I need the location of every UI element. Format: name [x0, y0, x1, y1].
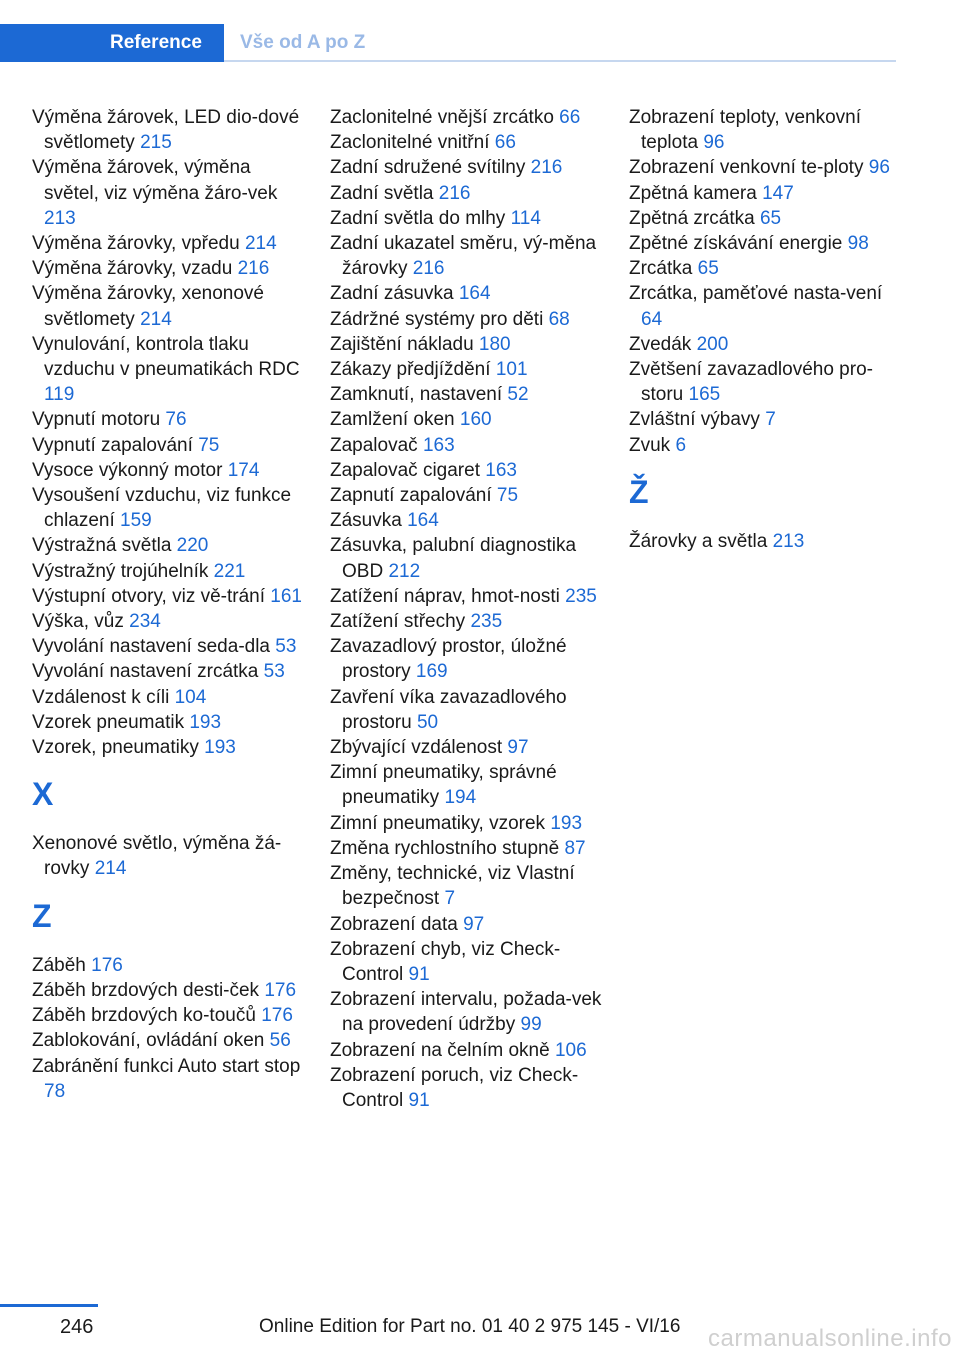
index-page-link[interactable]: 53: [275, 636, 297, 658]
index-entry: [32, 458, 302, 483]
index-page-link[interactable]: 234: [129, 611, 161, 633]
index-page-link[interactable]: 98: [847, 233, 869, 255]
index-entry-text: Vysoušení vzduchu, viz funkce chlazení: [32, 485, 292, 532]
watermark: carmanualsonline.info: [708, 1325, 952, 1352]
index-entry: [330, 332, 605, 357]
index-page-link[interactable]: 200: [696, 333, 729, 355]
index-page-link[interactable]: 104: [174, 686, 207, 708]
index-entry-text: Zvuk: [629, 434, 676, 456]
index-page-link[interactable]: 193: [189, 711, 222, 733]
index-entry: [330, 685, 605, 735]
index-page-link[interactable]: 119: [44, 384, 75, 406]
index-entry: [330, 1063, 605, 1113]
index-page-link[interactable]: 101: [495, 359, 528, 381]
index-entry: [330, 508, 605, 533]
index-page-link[interactable]: 91: [408, 1089, 430, 1111]
index-page-link[interactable]: 176: [261, 1005, 293, 1027]
index-entry: [330, 458, 605, 483]
index-entry: [330, 861, 605, 911]
index-entry-text: Výška, vůz: [32, 611, 130, 633]
index-page-link[interactable]: 65: [759, 207, 782, 229]
index-entry-text: Vysoce výkonný motor: [32, 459, 228, 481]
index-entry: [32, 609, 302, 634]
index-page-link[interactable]: 220: [176, 535, 209, 557]
footer-accent-line: [0, 1304, 98, 1307]
index-page-link[interactable]: 214: [244, 233, 277, 255]
index-entry-text: Vypnutí zapalování: [32, 434, 199, 456]
index-entry-text: Vynulování, kontrola tlaku vzduchu v pneumatikách RDC: [32, 333, 300, 381]
index-entry: [330, 760, 605, 810]
index-page-link[interactable]: 163: [422, 434, 455, 456]
index-entry-text: Zimní pneumatiky, správné pneumatiky: [330, 762, 557, 809]
index-entry: [32, 735, 302, 760]
index-page-link[interactable]: 213: [772, 530, 805, 552]
index-entry-text: Zimní pneumatiky, vzorek: [330, 812, 551, 834]
index-entry-text: Zatížení střechy: [330, 611, 471, 633]
index-entry-text: Výměna žárovek, LED dio-dové světlomety: [32, 107, 300, 154]
index-entry: [629, 407, 899, 432]
index-page-link[interactable]: 216: [237, 258, 270, 280]
index-entry-text: Zvláštní výbavy: [629, 409, 766, 431]
index-page-link[interactable]: 6: [675, 434, 687, 456]
index-page-link[interactable]: 99: [520, 1014, 542, 1036]
index-entry: [330, 130, 605, 155]
index-entry: [629, 105, 899, 155]
index-page-link[interactable]: 52: [507, 384, 529, 406]
index-entry-text: Zapnutí zapalování: [330, 485, 497, 507]
index-page-link[interactable]: 160: [459, 409, 492, 431]
index-entry: [32, 332, 302, 408]
index-page-link[interactable]: 216: [530, 157, 563, 179]
index-page-link[interactable]: 213: [44, 207, 76, 229]
index-page-link[interactable]: 106: [554, 1039, 587, 1061]
index-entry-text: Zadní zásuvka: [330, 283, 459, 305]
index-entry-text: Xenonové světlo, výměna žá-rovky: [32, 833, 282, 880]
index-entry: [330, 206, 605, 231]
index-entry-text: Zobrazení poruch, viz Check-Control: [330, 1064, 579, 1111]
index-entry-text: Vyvolání nastavení seda-dla: [32, 636, 276, 658]
index-entry: [32, 483, 302, 533]
index-page-link[interactable]: 169: [415, 661, 448, 683]
index-page-link[interactable]: 75: [496, 485, 519, 507]
index-entry: [330, 181, 605, 206]
index-page-link[interactable]: 215: [140, 132, 172, 154]
index-entry: [32, 155, 302, 231]
index-entry: [330, 533, 605, 583]
index-entry-text: Zajištění nákladu: [330, 333, 479, 355]
index-column-3: [629, 105, 899, 554]
index-entry-text: Zobrazení venkovní te-ploty: [629, 157, 869, 179]
index-entry: [32, 256, 302, 281]
index-entry: [629, 357, 899, 407]
index-entry: [330, 836, 605, 861]
index-entry: [330, 407, 605, 432]
index-entry: [32, 231, 302, 256]
index-entry-text: Zásuvka, palubní diagnostika OBD: [330, 535, 577, 582]
index-page-link[interactable]: 96: [868, 157, 890, 179]
index-entry: [629, 332, 899, 357]
index-entry-text: Zavření víka zavazadlového prostoru: [330, 686, 567, 733]
index-entry: [330, 155, 605, 180]
index-page-link[interactable]: 7: [444, 888, 456, 910]
index-page-link[interactable]: 97: [463, 913, 485, 935]
index-page-link[interactable]: 7: [765, 409, 776, 431]
index-entry: [629, 181, 899, 206]
index-page-link[interactable]: 64: [641, 308, 663, 330]
index-page-link[interactable]: 53: [263, 661, 285, 683]
index-column-1: [32, 105, 302, 1104]
index-entry: [330, 483, 605, 508]
index-entry: [330, 1038, 605, 1063]
index-entry-text: Zpětná zrcátka: [629, 207, 760, 229]
index-entry-text: Zobrazení na čelním okně: [330, 1039, 555, 1061]
index-letter-heading: X: [32, 776, 54, 813]
index-entry-text: Zaclonitelné vnější zrcátko: [330, 107, 560, 128]
index-letter-heading: Ž: [629, 473, 649, 510]
index-entry-text: Vzdálenost k cíli: [32, 686, 175, 708]
index-page-link[interactable]: 97: [507, 737, 529, 759]
index-page-link[interactable]: 96: [703, 132, 725, 154]
index-page-link[interactable]: 212: [388, 560, 421, 582]
index-entry-text: Zabránění funkci Auto start stop: [32, 1055, 301, 1077]
index-entry-text: Vzorek, pneumatiky: [32, 737, 205, 759]
index-entry-text: Zobrazení teploty, venkovní teplota: [629, 107, 861, 154]
index-page-link[interactable]: 65: [697, 258, 719, 280]
index-page-link[interactable]: 66: [494, 132, 516, 154]
page-header: [0, 0, 960, 64]
index-entry: [330, 433, 605, 458]
index-page-link[interactable]: 176: [264, 979, 297, 1001]
index-page-link[interactable]: 214: [140, 308, 172, 330]
index-page-link[interactable]: 235: [470, 611, 503, 633]
index-entry: [32, 685, 302, 710]
index-entry-text: Zaclonitelné vnitřní: [330, 132, 495, 154]
tab-section[interactable]: Vše od A po Z: [240, 32, 366, 53]
index-entry: [32, 953, 302, 978]
index-entry-text: Zobrazení intervalu, požada-vek na provedení údržby: [330, 989, 602, 1036]
header-divider: [224, 60, 896, 62]
index-page-link[interactable]: 216: [412, 258, 445, 280]
index-entry-text: Výměna žárovek, výměna světel, viz výměna žáro-vek: [32, 157, 278, 204]
index-page-link[interactable]: 75: [198, 434, 220, 456]
index-entry: [629, 529, 899, 554]
index-entry-text: Výstupní otvory, viz vě-trání: [32, 585, 271, 607]
index-page-link[interactable]: 180: [478, 333, 511, 355]
edition-text: Online Edition for Part no. 01 40 2 975 145 - VI/16: [259, 1316, 681, 1337]
index-entry-text: Zadní světla do mlhy: [330, 207, 511, 229]
index-entry-text: Zamlžení oken: [330, 409, 460, 431]
index-page-link[interactable]: 174: [227, 459, 260, 481]
index-entry-text: Zatížení náprav, hmot-nosti: [330, 585, 566, 607]
index-entry: [32, 659, 302, 684]
index-entry: [32, 407, 302, 432]
index-entry: [330, 912, 605, 937]
index-entry: [330, 281, 605, 306]
index-entry: [629, 231, 899, 256]
index-entry: [629, 206, 899, 231]
index-entry: [32, 533, 302, 558]
index-page-link[interactable]: 147: [762, 182, 794, 204]
index-entry-text: Výměna žárovky, vpředu: [32, 233, 245, 255]
index-entry: [330, 634, 605, 684]
index-entry: [629, 433, 899, 458]
index-entry: [32, 105, 302, 155]
index-entry-text: Zobrazení chyb, viz Check-Control: [330, 938, 561, 985]
index-entry-text: Zásuvka: [330, 510, 408, 532]
index-page-link[interactable]: 221: [213, 560, 246, 582]
index-entry: [32, 281, 302, 331]
index-entry: [32, 710, 302, 735]
index-page-link[interactable]: 165: [688, 384, 721, 406]
index-entry: [330, 382, 605, 407]
index-page-link[interactable]: 163: [485, 459, 517, 481]
index-entry: [330, 231, 605, 281]
index-entry: [32, 1003, 302, 1028]
index-page-link[interactable]: 76: [165, 409, 187, 431]
index-entry: [629, 256, 899, 281]
index-entry-text: Zpětná kamera: [629, 182, 763, 204]
index-entry-text: Výměna žárovky, xenonové světlomety: [32, 283, 264, 330]
index-entry: [32, 634, 302, 659]
index-page-link[interactable]: 176: [91, 954, 123, 976]
index-entry-text: Zbývající vzdálenost: [330, 737, 508, 759]
page-number: 246: [60, 1316, 94, 1338]
index-entry-text: Zamknutí, nastavení: [330, 384, 508, 406]
index-page-link[interactable]: 66: [559, 107, 581, 128]
index-entry-text: Vypnutí motoru: [32, 409, 166, 431]
index-entry: [330, 584, 605, 609]
index-entry-text: Zapalovač cigaret: [330, 459, 486, 481]
index-entry: [629, 281, 899, 331]
index-entry-text: Zavazadlový prostor, úložné prostory: [330, 636, 567, 683]
index-page-link[interactable]: 214: [94, 858, 127, 880]
index-entry-text: Zablokování, ovládání oken: [32, 1030, 270, 1052]
index-column-2: [330, 105, 605, 1113]
index-entry: [32, 433, 302, 458]
index-entry-text: Zobrazení data: [330, 913, 464, 935]
index-entry-text: Zvětšení zavazadlového pro-storu: [629, 359, 873, 406]
index-entry-text: Zvedák: [629, 333, 697, 355]
index-page-link[interactable]: 193: [204, 737, 236, 759]
index-entry-text: Změna rychlostního stupně: [330, 837, 565, 859]
index-page-link[interactable]: 235: [565, 585, 597, 607]
index-entry-text: Vyvolání nastavení zrcátka: [32, 661, 264, 683]
index-entry-text: Výměna žárovky, vzadu: [32, 258, 238, 280]
index-entry: [330, 307, 605, 332]
index-entry-text: Výstražná světla: [32, 535, 177, 557]
index-entry-text: Žárovky a světla: [629, 530, 773, 552]
index-entry-text: Zadní ukazatel směru, vý-měna žárovky: [330, 233, 597, 280]
index-entry-text: Zádržné systémy pro děti: [330, 308, 549, 330]
index-entry-text: Zrcátka: [629, 258, 698, 280]
index-page-link[interactable]: 56: [269, 1030, 291, 1052]
index-entry: [330, 609, 605, 634]
index-entry-text: Zákazy předjíždění: [330, 359, 496, 381]
index-page-link[interactable]: 193: [550, 812, 583, 834]
index-page-link[interactable]: 164: [407, 510, 439, 532]
index-page-link[interactable]: 78: [44, 1080, 66, 1102]
index-page-link[interactable]: 164: [458, 283, 491, 305]
index-page-link[interactable]: 114: [510, 207, 541, 229]
index-entry-text: Zadní sdružené svítilny: [330, 157, 531, 179]
index-entry: [32, 584, 302, 609]
index-entry: [32, 1028, 302, 1053]
index-entry: [330, 105, 605, 130]
index-letter-heading: Z: [32, 897, 52, 934]
index-page-link[interactable]: 91: [408, 963, 430, 985]
index-page-link[interactable]: 159: [120, 510, 152, 532]
index-entry: [32, 1054, 302, 1104]
index-entry-text: Zapalovač: [330, 434, 423, 456]
index-entry: [32, 559, 302, 584]
index-entry: [330, 937, 605, 987]
index-page-link[interactable]: 87: [564, 837, 586, 859]
index-entry-text: Změny, technické, viz Vlastní bezpečnost: [330, 863, 575, 910]
index-entry: [629, 155, 899, 180]
index-entry-text: Záběh brzdových desti-ček: [32, 979, 265, 1001]
index-entry: [32, 831, 302, 881]
index-entry-text: Výstražný trojúhelník: [32, 560, 214, 582]
index-entry-text: Zadní světla: [330, 182, 439, 204]
index-entry-text: Zpětné získávání energie: [629, 233, 848, 255]
index-entry-text: Zrcátka, paměťové nasta-vení: [629, 283, 883, 305]
index-entry: [330, 357, 605, 382]
index-entry: [330, 987, 605, 1037]
index-entry-text: Vzorek pneumatik: [32, 711, 190, 733]
index-entry: [330, 811, 605, 836]
index-entry-text: Záběh: [32, 954, 92, 976]
index-page-link[interactable]: 50: [416, 711, 439, 733]
index-page-link[interactable]: 194: [444, 787, 477, 809]
index-entry: [32, 978, 302, 1003]
index-page-link[interactable]: 68: [548, 308, 570, 330]
index-entry: [330, 735, 605, 760]
index-page-link[interactable]: 216: [438, 182, 471, 204]
index-page-link[interactable]: 161: [270, 585, 302, 607]
index-entry-text: Záběh brzdových ko-toučů: [32, 1005, 262, 1027]
tab-reference[interactable]: Reference: [0, 24, 224, 62]
